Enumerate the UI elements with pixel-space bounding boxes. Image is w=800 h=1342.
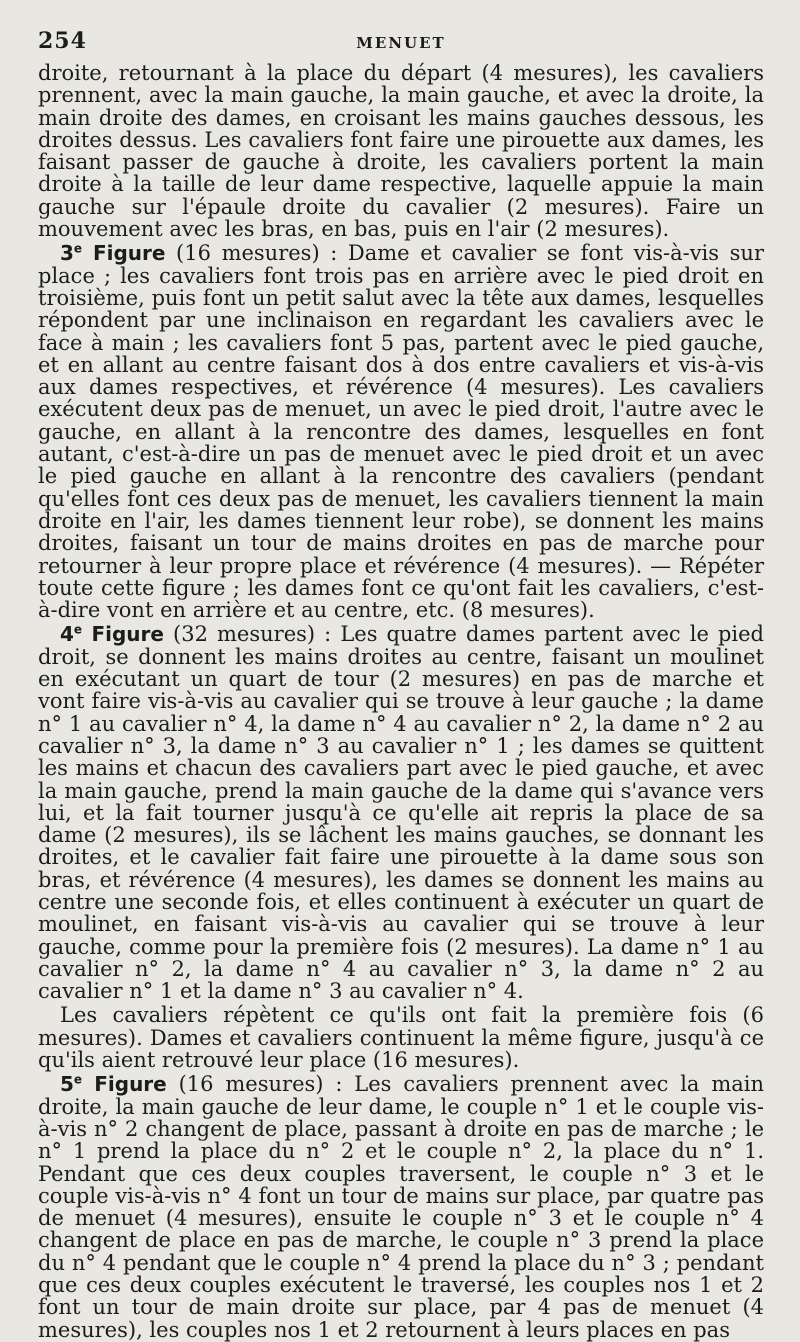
figure-3-paragraph [38,242,764,621]
paragraph-text: (32 mesures) : Les quatre dames partent avec le pied droit, se donnent les mains droites au centre, faisant un moulinet en exécutant un quart de tour (2 mesures) en pas de marche et vont faire vis-à-vis au cavalier qui se trouve à leur gauche ; la dame n° 1 au cavalier n° 4, la dame n° 4 au cavalier n° 2, la dame n° 2 au cavalier n° 3, la dame n° 3 au cavalier n° 1 ; les dames se quittent les mains et chacun des cavaliers part avec le pied gauche, et avec la main gauche, prend la main gauche de la dame qui s'avance vers lui, et la fait tourner jusqu'à ce qu'elle ait repris la place de sa dame (2 mesures), ils se lâchent les mains gauches, se donnant les droites, et le cavalier fait faire une pirouette à la dame sous son bras, et révérence (4 mesures), les dames se donnent les mains au centre une seconde fois, et elles continuent à exécuter un quart de moulinet, en faisant vis-à-vis au cavalier qui se trouve à leur gauche, comme pour la première fois (2 mesures). La dame n° 1 au cavalier n° 2, la dame n° 4 au cavalier n° 3, la dame n° 2 au cavalier n° 1 et la dame n° 3 au cavalier n° 4. [38,622,764,1004]
paragraph-text: droite, retournant à la place du départ (4 mesures), les cavaliers prennent, avec la main gauche, la main gauche, et avec la droite, la main droite des dames, en croisant les mains gauches dessous, les droites dessus. Les cavaliers font faire une pirouette aux dames, les faisant passer de gauche à droite, les cavaliers portent la main droite à la taille de leur dame respective, laquelle appuie la main gauche sur l'épaule droite du cavalier (2 mesures). Faire un mouvement avec les bras, en bas, puis en l'air (2 mesures). [38,61,764,242]
paragraph-text: Les cavaliers répètent ce qu'ils ont fait la première fois (6 mesures). Dames et cavaliers continuent la même figure, jusqu'à ce qu'ils aient retrouvé leur place (16 mesures). [38,1003,764,1073]
body-text [38,62,764,1341]
page-header [38,26,764,62]
figure-4-paragraph [38,623,764,1002]
page-number: 254 [38,28,87,54]
figure-heading: 5e Figure [60,1072,167,1097]
running-head: MENUET [356,34,446,52]
figure-heading: 3e Figure [60,241,166,266]
figure-5-paragraph [38,1073,764,1341]
paragraph-text: (16 mesures) : Dame et cavalier se font vis-à-vis sur place ; les cavaliers font trois pas en arrière avec le pied droit en troisième, puis font un petit salut avec la tête aux dames, lesquelles répondent par une inclinaison en regardant les cavaliers avec le face à main ; les cavaliers font 5 pas, partent avec le pied gauche, et en allant au centre faisant dos à dos entre cavaliers et vis-à-vis aux dames respectives, et révérence (4 mesures). Les cavaliers exécutent deux pas de menuet, un avec le pied droit, l'autre avec le gauche, en allant à la rencontre des dames, lesquelles en font autant, c'est-à-dire un pas de menuet avec le pied droit et un avec le pied gauche en allant à la rencontre des cavaliers (pendant qu'elles font ces deux pas de menuet, les cavaliers tiennent la main droite en l'air, les dames tiennent leur robe), se donnent les mains droites, faisant un tour de mains droites en pas de marche pour retourner à leur propre place et révérence (4 mesures). — Répéter toute cette figure ; les dames font ce qu'ont fait les cavaliers, c'est-à-dire vont en arrière et au centre, etc. (8 mesures). [38,241,764,623]
paragraph-text: (16 mesures) : Les cavaliers prennent avec la main droite, la main gauche de leur dame, le couple n° 1 et le couple vis-à-vis n° 2 changent de place, passant à droite en pas de marche ; le n° 1 prend la place du n° 2 et le couple n° 2, la place du n° 1. Pendant que ces deux couples traversent, le couple n° 3 et le couple vis-à-vis n° 4 font un tour de mains sur place, par quatre pas de menuet (4 mesures), ensuite le couple n° 3 et le couple n° 4 changent de place en pas de marche, le couple n° 3 prend la place du n° 4 pendant que le couple n° 4 prend la place du n° 3 ; pendant que ces deux couples exécutent le traversé, les couples nos 1 et 2 font un tour de main droite sur place, par 4 pas de menuet (4 mesures), les couples nos 1 et 2 retournent à leurs places en pas [38,1072,764,1342]
figure-heading: 4e Figure [60,622,164,647]
paragraph [38,62,764,240]
paragraph [38,1004,764,1071]
